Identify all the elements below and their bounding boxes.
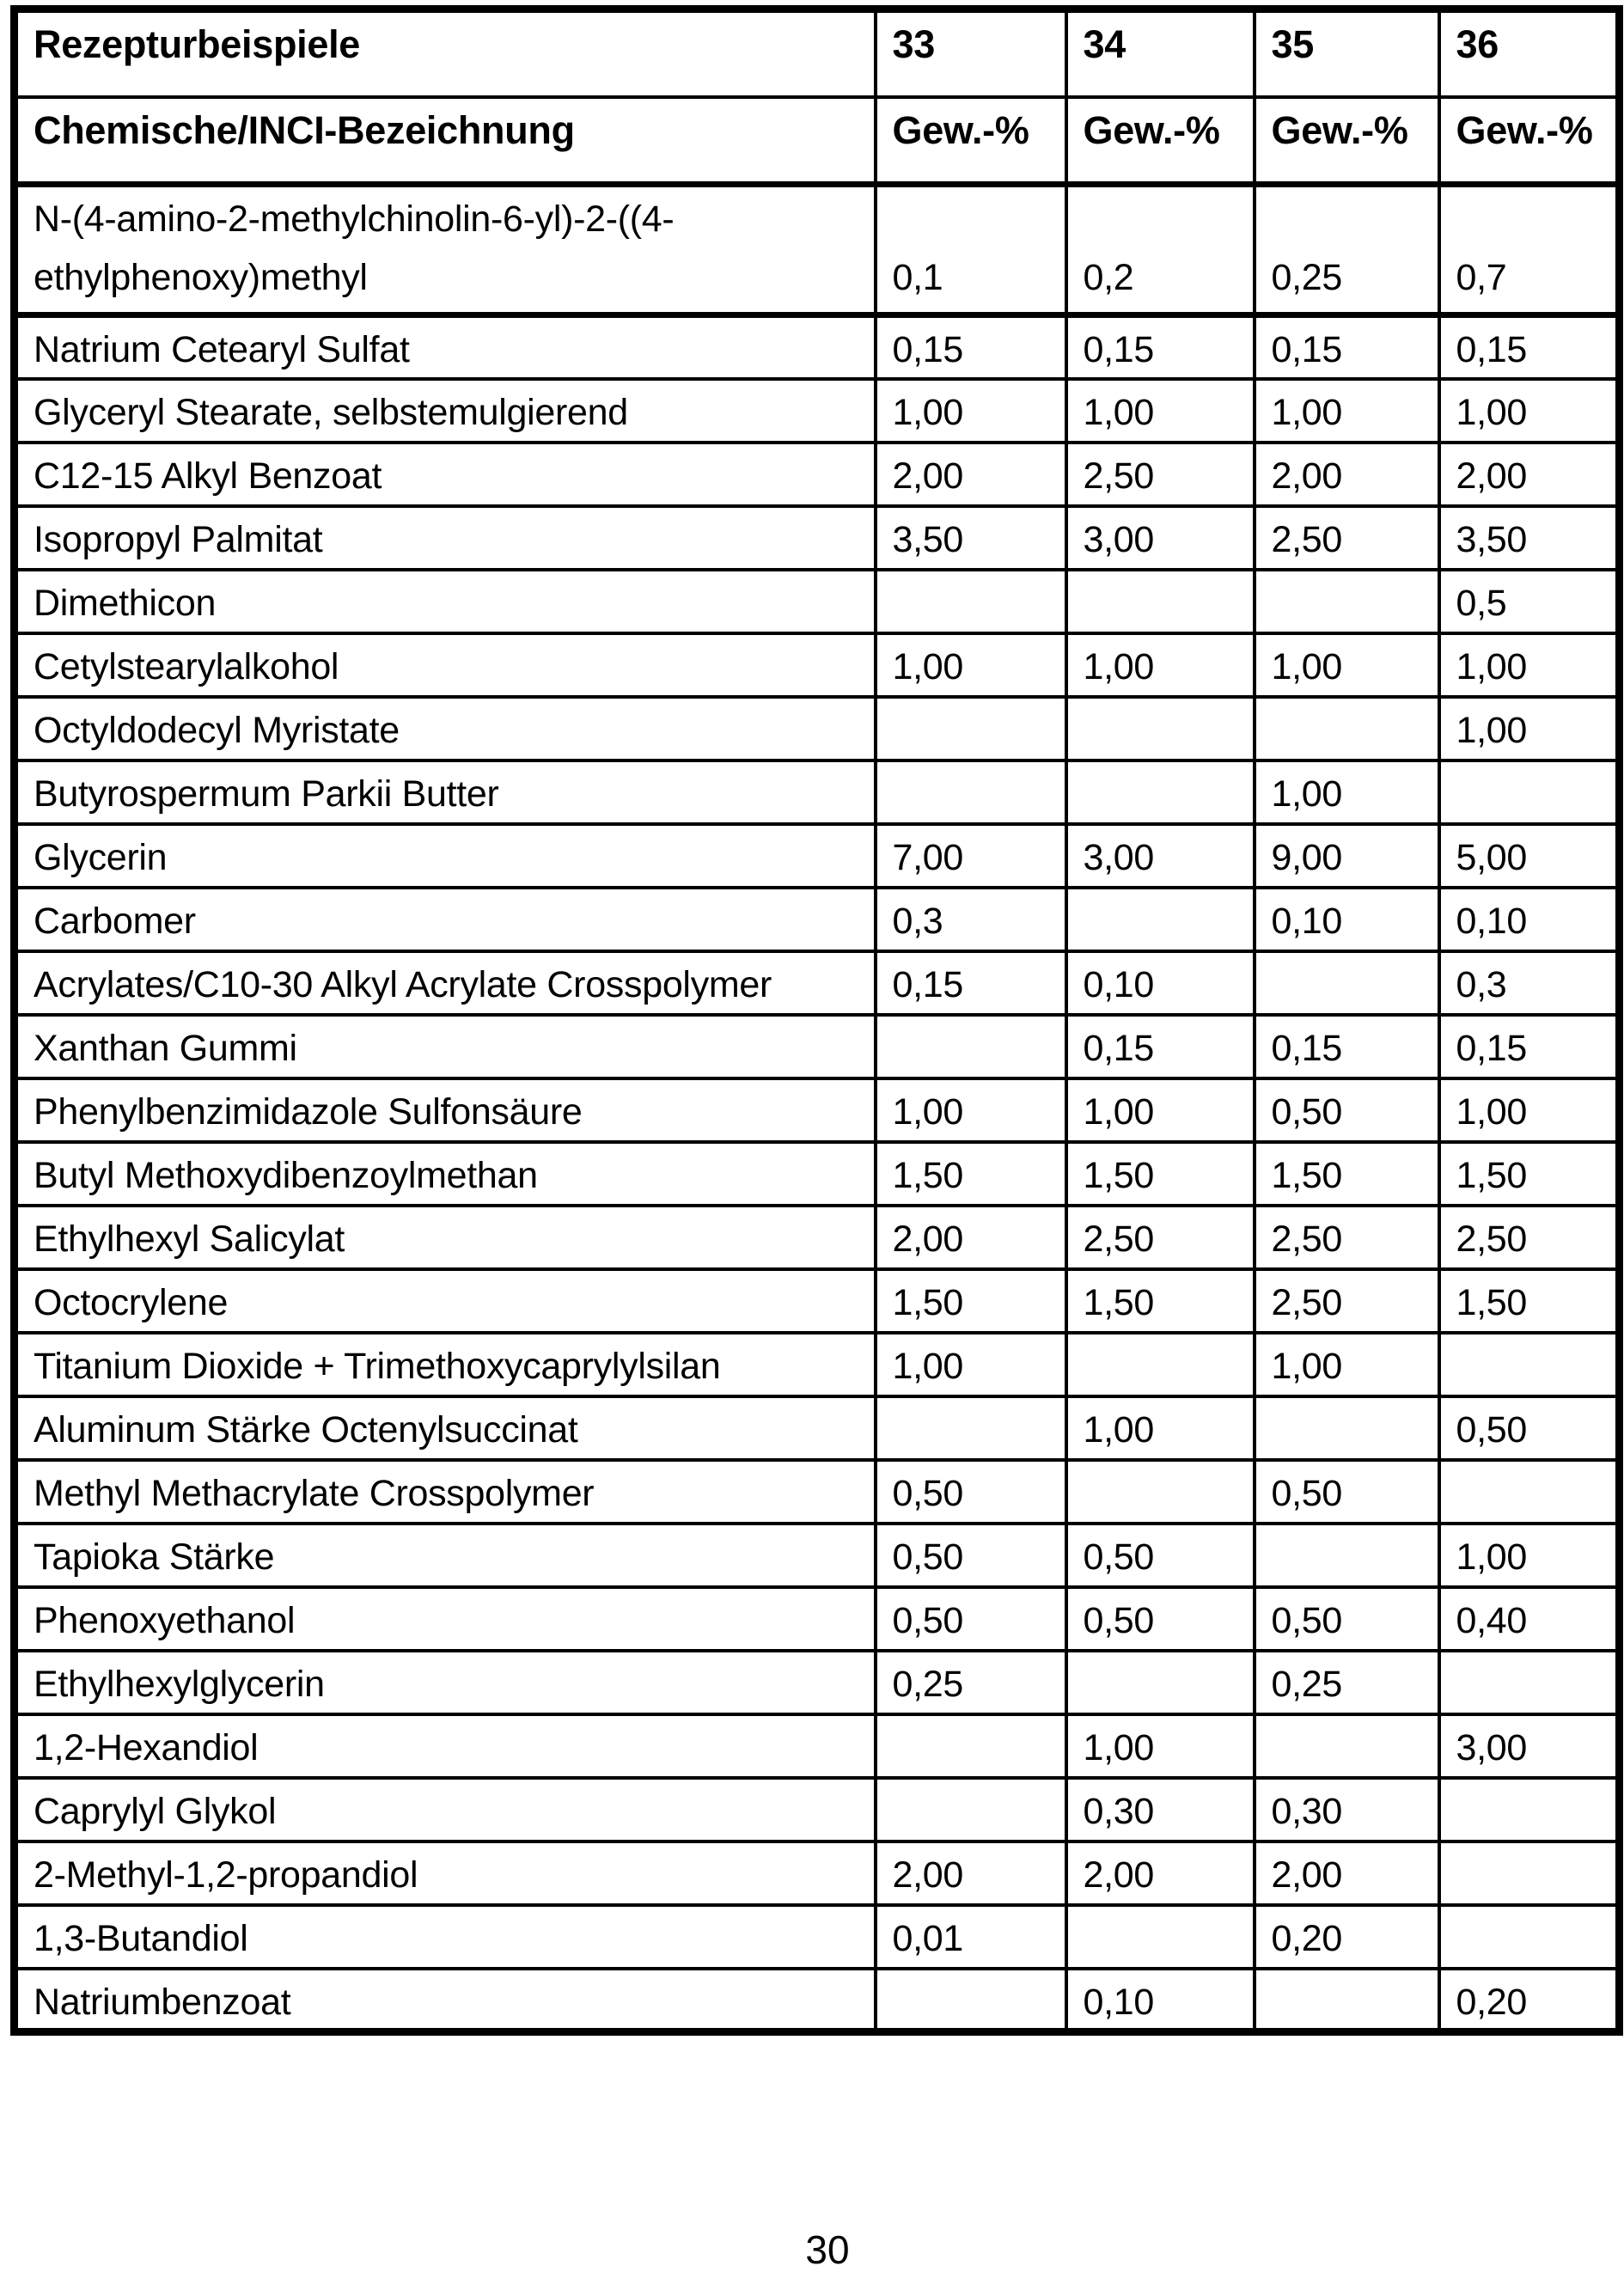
- value-cell-33: 0,3: [876, 888, 1066, 951]
- ingredient-name: Octocrylene: [15, 1269, 876, 1333]
- table-row: [15, 888, 1620, 951]
- value-cell-35: 0,50: [1255, 1078, 1439, 1142]
- ingredient-name: 1,3-Butandiol: [15, 1905, 876, 1969]
- ingredient-name: Acrylates/C10-30 Alkyl Acrylate Crosspolymer: [15, 951, 876, 1015]
- value-cell-34: 0,50: [1066, 1524, 1255, 1587]
- value-cell-34: 1,00: [1066, 633, 1255, 697]
- value-cell-34: 2,50: [1066, 1206, 1255, 1269]
- value-cell-35: [1255, 1969, 1439, 2032]
- value-cell-33: [876, 1969, 1066, 2032]
- ingredient-name: Natriumbenzoat: [15, 1969, 876, 2032]
- table-row: [15, 1841, 1620, 1905]
- value-cell-36: 5,00: [1439, 824, 1620, 888]
- table-row: [15, 824, 1620, 888]
- value-cell-34: [1066, 1460, 1255, 1524]
- value-cell-36: [1439, 760, 1620, 824]
- value-cell-35: 1,00: [1255, 379, 1439, 443]
- value-cell-35: 2,50: [1255, 1269, 1439, 1333]
- value-cell-35: 1,00: [1255, 1333, 1439, 1396]
- table-row: [15, 1269, 1620, 1333]
- table-row: [15, 1333, 1620, 1396]
- value-cell-35: 1,50: [1255, 1142, 1439, 1206]
- column-header-34: 34: [1066, 9, 1255, 98]
- value-cell-35: [1255, 1396, 1439, 1460]
- value-cell-35: 0,30: [1255, 1778, 1439, 1841]
- value-cell-33: [876, 570, 1066, 633]
- page-number: 30: [805, 2227, 850, 2272]
- value-cell-34: 1,50: [1066, 1269, 1255, 1333]
- value-cell-34: 0,30: [1066, 1778, 1255, 1841]
- value-cell-33: 1,50: [876, 1269, 1066, 1333]
- value-cell-33: 0,50: [876, 1524, 1066, 1587]
- ingredient-name: Titanium Dioxide + Trimethoxycaprylylsilan: [15, 1333, 876, 1396]
- ingredient-name: N-(4-amino-2-methylchinolin-6-yl)-2-((4- ethylphenoxy)methyl: [15, 185, 876, 315]
- value-cell-36: 1,00: [1439, 697, 1620, 760]
- value-cell-36: 2,50: [1439, 1206, 1620, 1269]
- value-cell-35: [1255, 1714, 1439, 1778]
- value-cell-34: 1,00: [1066, 379, 1255, 443]
- value-cell-34: 2,00: [1066, 1841, 1255, 1905]
- value-cell-36: 0,5: [1439, 570, 1620, 633]
- column-header-35: 35: [1255, 9, 1439, 98]
- ingredient-name: Octyldodecyl Myristate: [15, 697, 876, 760]
- value-cell-34: [1066, 888, 1255, 951]
- table-row: [15, 1587, 1620, 1651]
- value-cell-33: [876, 1714, 1066, 1778]
- table-row: [15, 1460, 1620, 1524]
- value-cell-34: 1,50: [1066, 1142, 1255, 1206]
- table-row: [15, 1078, 1620, 1142]
- table-row: [15, 185, 1620, 315]
- table-title: Rezepturbeispiele: [15, 9, 876, 98]
- ingredient-name: Aluminum Stärke Octenylsuccinat: [15, 1396, 876, 1460]
- value-cell-36: 0,15: [1439, 315, 1620, 379]
- value-cell-35: 0,25: [1255, 1651, 1439, 1714]
- value-cell-36: 0,20: [1439, 1969, 1620, 2032]
- ingredient-name: Glyceryl Stearate, selbstemulgierend: [15, 379, 876, 443]
- value-cell-34: 3,00: [1066, 824, 1255, 888]
- ingredient-name: Xanthan Gummi: [15, 1015, 876, 1078]
- value-cell-34: 3,00: [1066, 506, 1255, 570]
- value-cell-34: 0,15: [1066, 1015, 1255, 1078]
- ingredient-name: Caprylyl Glykol: [15, 1778, 876, 1841]
- value-cell-36: [1439, 1778, 1620, 1841]
- value-cell-34: 1,00: [1066, 1396, 1255, 1460]
- value-cell-33: 2,00: [876, 1206, 1066, 1269]
- value-cell-35: 1,00: [1255, 760, 1439, 824]
- value-cell-35: 0,15: [1255, 1015, 1439, 1078]
- value-cell-36: [1439, 1905, 1620, 1969]
- column-header-33: 33: [876, 9, 1066, 98]
- ingredient-name: Butyl Methoxydibenzoylmethan: [15, 1142, 876, 1206]
- value-cell-33: 2,00: [876, 1841, 1066, 1905]
- value-cell-33: 1,00: [876, 1078, 1066, 1142]
- table-row: [15, 1396, 1620, 1460]
- ingredient-name: Natrium Cetearyl Sulfat: [15, 315, 876, 379]
- table-row: [15, 951, 1620, 1015]
- value-cell-33: 2,00: [876, 443, 1066, 506]
- value-cell-36: [1439, 1651, 1620, 1714]
- ingredient-name: Phenylbenzimidazole Sulfonsäure: [15, 1078, 876, 1142]
- value-cell-34: 0,10: [1066, 1969, 1255, 2032]
- ingredient-name: 2-Methyl-1,2-propandiol: [15, 1841, 876, 1905]
- table-row: [15, 1015, 1620, 1078]
- value-cell-34: [1066, 570, 1255, 633]
- inci-column-header: Chemische/INCI-Bezeichnung: [15, 97, 876, 185]
- value-cell-34: [1066, 1333, 1255, 1396]
- unit-header-34: Gew.-%: [1066, 97, 1255, 185]
- value-cell-35: 2,00: [1255, 443, 1439, 506]
- value-cell-34: [1066, 1651, 1255, 1714]
- value-cell-35: 2,50: [1255, 506, 1439, 570]
- value-cell-36: 2,00: [1439, 443, 1620, 506]
- ingredient-name: Tapioka Stärke: [15, 1524, 876, 1587]
- table-row: [15, 570, 1620, 633]
- value-cell-33: 0,50: [876, 1460, 1066, 1524]
- value-cell-36: 3,50: [1439, 506, 1620, 570]
- value-cell-34: 1,00: [1066, 1714, 1255, 1778]
- value-cell-36: 0,40: [1439, 1587, 1620, 1651]
- table-row: [15, 1969, 1620, 2032]
- value-cell-35: 9,00: [1255, 824, 1439, 888]
- unit-header-36: Gew.-%: [1439, 97, 1620, 185]
- value-cell-33: 0,50: [876, 1587, 1066, 1651]
- value-cell-33: [876, 1015, 1066, 1078]
- value-cell-35: 0,50: [1255, 1460, 1439, 1524]
- value-cell-35: [1255, 951, 1439, 1015]
- value-cell-33: [876, 760, 1066, 824]
- value-cell-35: 1,00: [1255, 633, 1439, 697]
- column-header-36: 36: [1439, 9, 1620, 98]
- ingredient-name: Butyrospermum Parkii Butter: [15, 760, 876, 824]
- value-cell-36: [1439, 1841, 1620, 1905]
- value-cell-36: 1,50: [1439, 1142, 1620, 1206]
- value-cell-34: [1066, 1905, 1255, 1969]
- table-row: [15, 315, 1620, 379]
- table-row: [15, 1714, 1620, 1778]
- value-cell-34: 2,50: [1066, 443, 1255, 506]
- value-cell-35: 2,50: [1255, 1206, 1439, 1269]
- value-cell-36: [1439, 1460, 1620, 1524]
- value-cell-35: [1255, 1524, 1439, 1587]
- value-cell-35: 0,20: [1255, 1905, 1439, 1969]
- value-cell-33: 0,25: [876, 1651, 1066, 1714]
- value-cell-36: 1,00: [1439, 1524, 1620, 1587]
- table-row: [15, 1651, 1620, 1714]
- value-cell-33: 0,1: [876, 185, 1066, 315]
- value-cell-33: 1,00: [876, 379, 1066, 443]
- value-cell-36: 0,50: [1439, 1396, 1620, 1460]
- value-cell-36: 0,15: [1439, 1015, 1620, 1078]
- unit-header-35: Gew.-%: [1255, 97, 1439, 185]
- value-cell-33: [876, 697, 1066, 760]
- ingredient-name: 1,2-Hexandiol: [15, 1714, 876, 1778]
- value-cell-34: 0,50: [1066, 1587, 1255, 1651]
- table-row: [15, 379, 1620, 443]
- value-cell-36: 0,7: [1439, 185, 1620, 315]
- table-row: [15, 443, 1620, 506]
- value-cell-33: 1,00: [876, 633, 1066, 697]
- value-cell-36: 0,10: [1439, 888, 1620, 951]
- value-cell-35: 0,50: [1255, 1587, 1439, 1651]
- value-cell-34: 0,10: [1066, 951, 1255, 1015]
- value-cell-35: [1255, 697, 1439, 760]
- table-row: [15, 697, 1620, 760]
- ingredient-name: Dimethicon: [15, 570, 876, 633]
- table-row: [15, 1206, 1620, 1269]
- value-cell-35: [1255, 570, 1439, 633]
- table-row: [15, 1905, 1620, 1969]
- value-cell-36: 0,3: [1439, 951, 1620, 1015]
- value-cell-36: 1,00: [1439, 379, 1620, 443]
- table-row: [15, 1778, 1620, 1841]
- value-cell-36: 1,50: [1439, 1269, 1620, 1333]
- value-cell-35: 2,00: [1255, 1841, 1439, 1905]
- ingredient-name: C12-15 Alkyl Benzoat: [15, 443, 876, 506]
- value-cell-33: 0,15: [876, 951, 1066, 1015]
- value-cell-36: 3,00: [1439, 1714, 1620, 1778]
- table-header-row-units: [15, 97, 1620, 185]
- value-cell-34: [1066, 697, 1255, 760]
- unit-header-33: Gew.-%: [876, 97, 1066, 185]
- ingredient-name: Phenoxyethanol: [15, 1587, 876, 1651]
- table-row: [15, 633, 1620, 697]
- value-cell-36: 1,00: [1439, 1078, 1620, 1142]
- ingredient-name: Methyl Methacrylate Crosspolymer: [15, 1460, 876, 1524]
- ingredient-name: Cetylstearylalkohol: [15, 633, 876, 697]
- table-row: [15, 1524, 1620, 1587]
- value-cell-34: [1066, 760, 1255, 824]
- value-cell-36: [1439, 1333, 1620, 1396]
- value-cell-33: 0,15: [876, 315, 1066, 379]
- ingredient-name: Ethylhexyl Salicylat: [15, 1206, 876, 1269]
- table-row: [15, 760, 1620, 824]
- table-row: [15, 506, 1620, 570]
- value-cell-33: 7,00: [876, 824, 1066, 888]
- value-cell-33: 1,50: [876, 1142, 1066, 1206]
- ingredient-name: Ethylhexylglycerin: [15, 1651, 876, 1714]
- value-cell-34: 0,15: [1066, 315, 1255, 379]
- value-cell-34: 0,2: [1066, 185, 1255, 315]
- value-cell-33: 1,00: [876, 1333, 1066, 1396]
- ingredient-name: Carbomer: [15, 888, 876, 951]
- value-cell-35: 0,25: [1255, 185, 1439, 315]
- value-cell-35: 0,10: [1255, 888, 1439, 951]
- table-row: [15, 1142, 1620, 1206]
- value-cell-33: 3,50: [876, 506, 1066, 570]
- value-cell-36: 1,00: [1439, 633, 1620, 697]
- table-header-row-examples: [15, 9, 1620, 98]
- value-cell-34: 1,00: [1066, 1078, 1255, 1142]
- value-cell-33: 0,01: [876, 1905, 1066, 1969]
- ingredient-name: Glycerin: [15, 824, 876, 888]
- ingredient-name: Isopropyl Palmitat: [15, 506, 876, 570]
- value-cell-35: 0,15: [1255, 315, 1439, 379]
- formulation-table: [10, 5, 1623, 2036]
- value-cell-33: [876, 1778, 1066, 1841]
- value-cell-33: [876, 1396, 1066, 1460]
